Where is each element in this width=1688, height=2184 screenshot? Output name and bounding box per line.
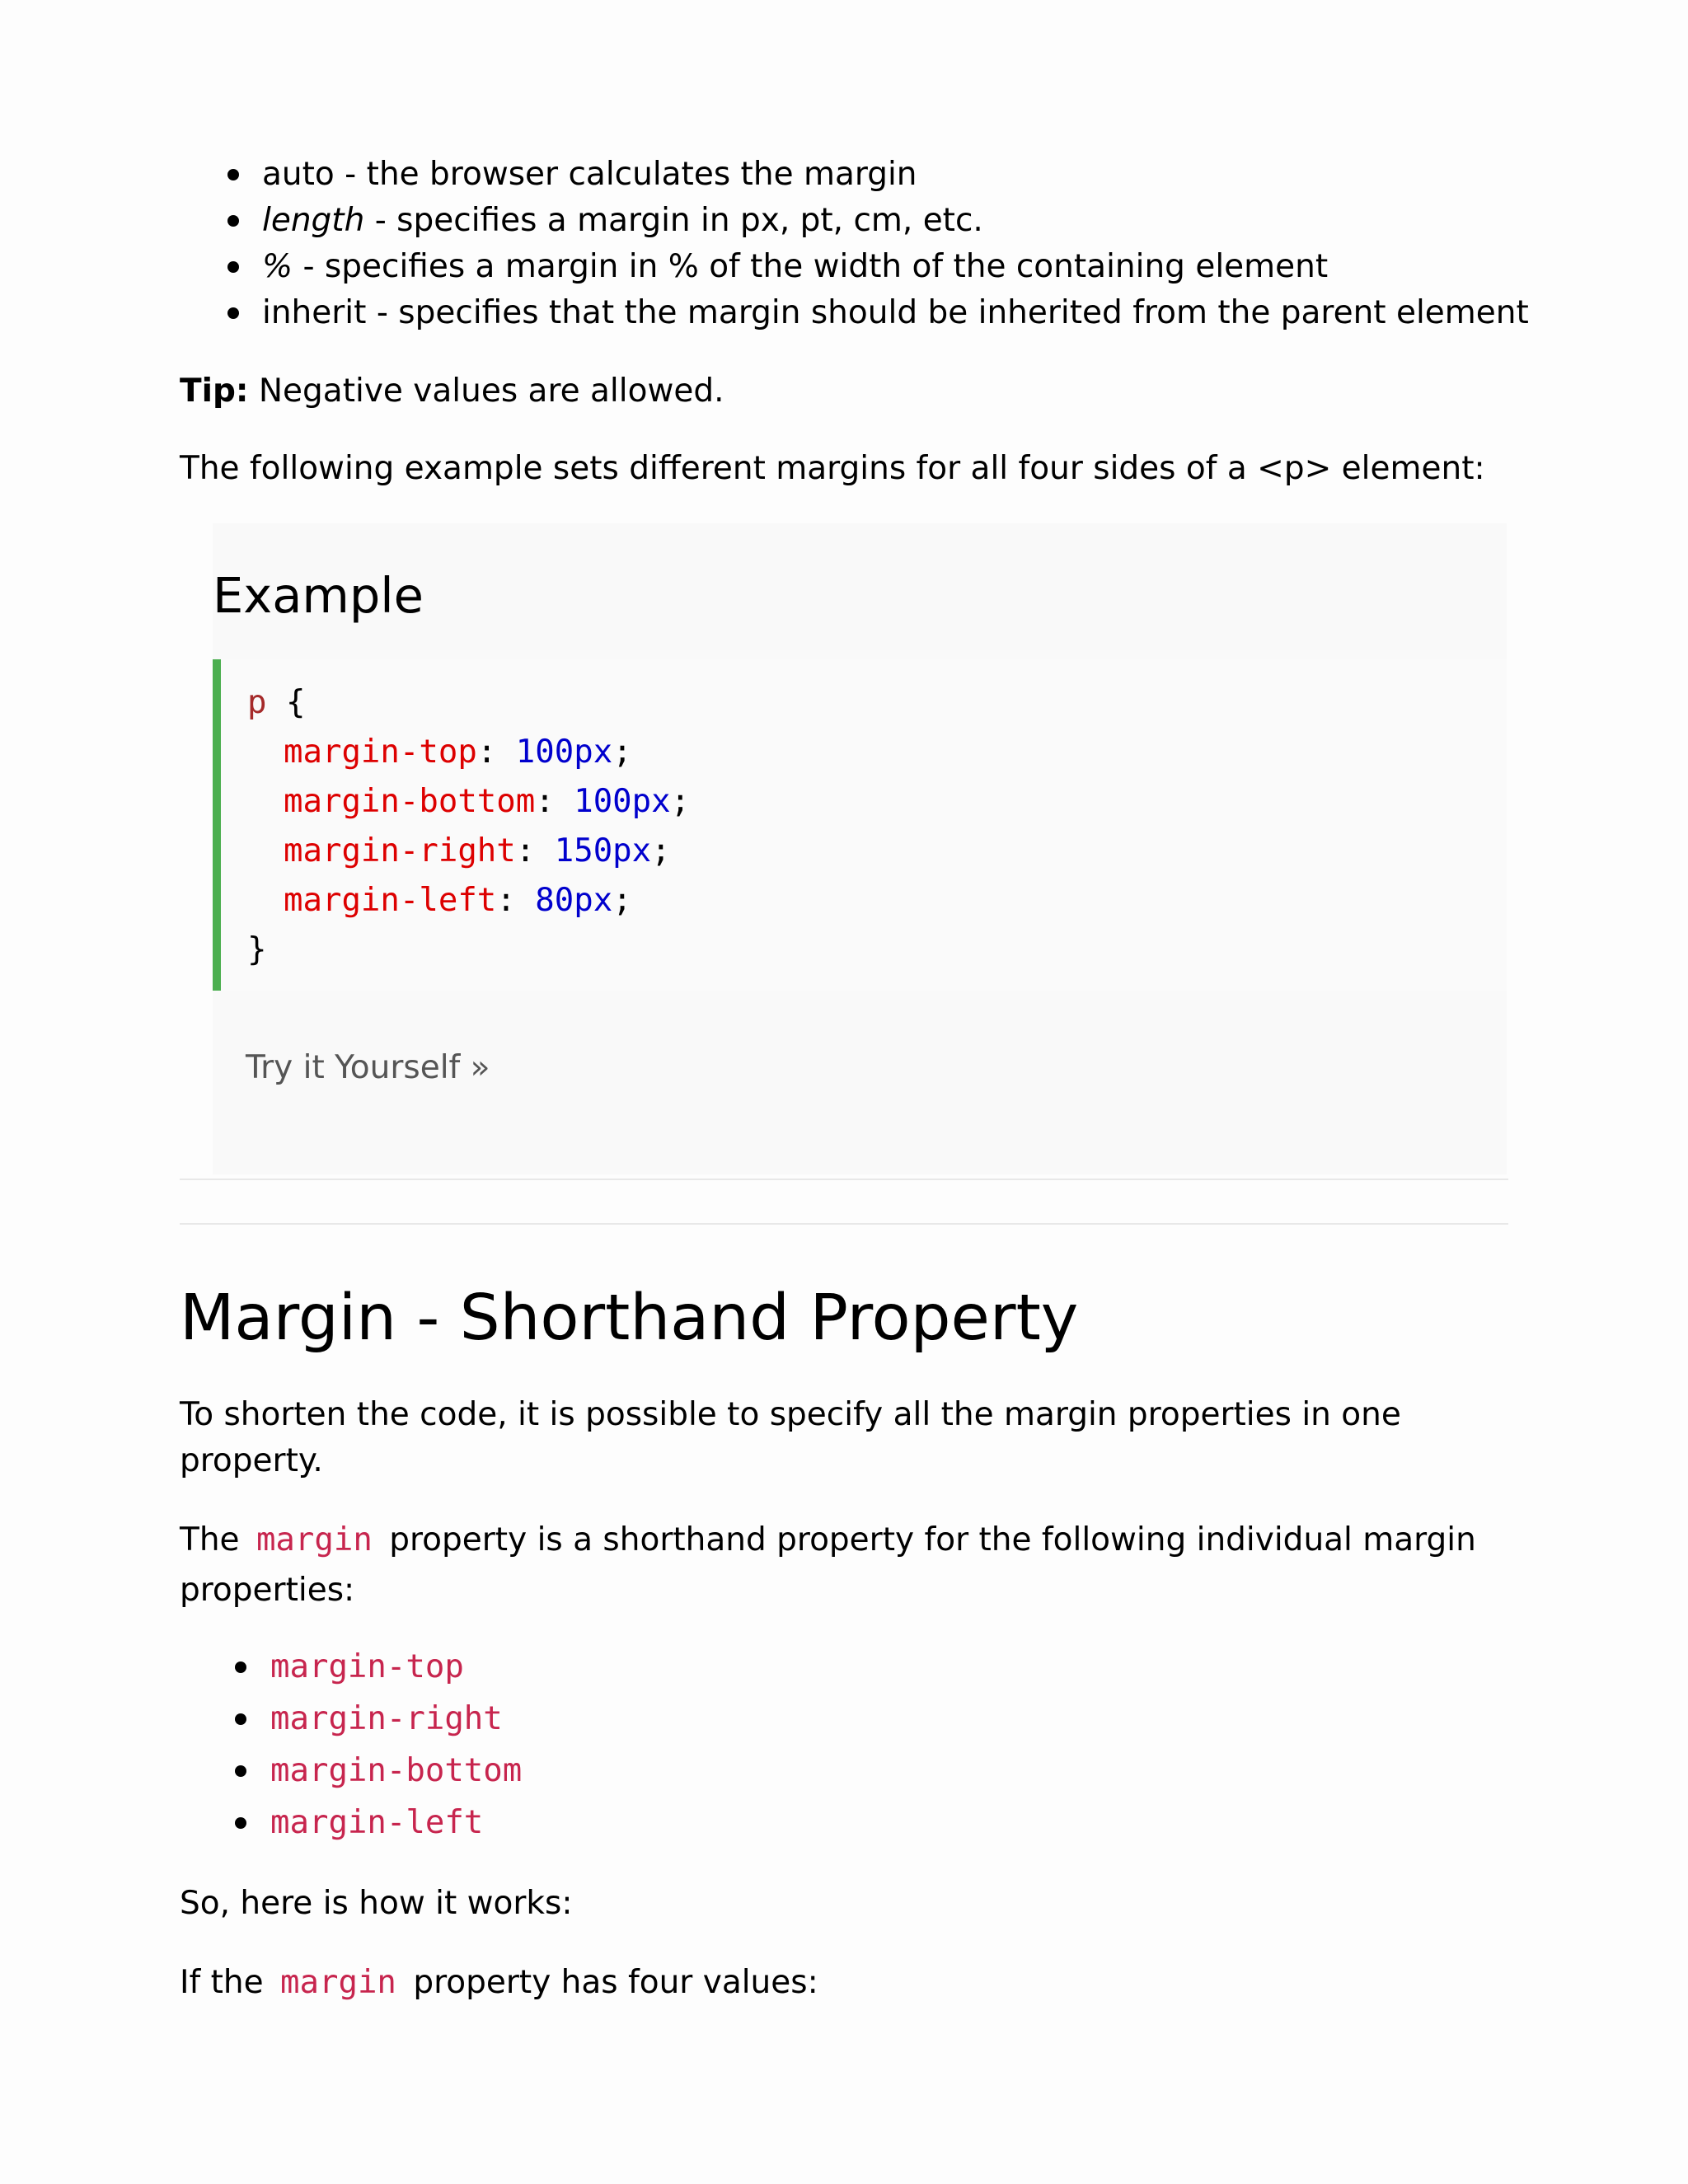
- term: %: [262, 248, 293, 285]
- tip-paragraph: [180, 373, 724, 410]
- code-line: margin-left: 80px;: [284, 882, 632, 919]
- text: property has four values:: [402, 1964, 818, 2001]
- css-property: margin-bottom: [284, 783, 536, 820]
- list-item: [262, 204, 983, 237]
- list-item: margin-right: [270, 1700, 503, 1737]
- paragraph-line: [180, 1521, 1476, 1558]
- term: auto: [262, 156, 335, 193]
- list-item: [262, 156, 917, 193]
- paragraph-line: [180, 1966, 818, 1999]
- paragraph-line: property.: [180, 1442, 323, 1479]
- list-item: margin-top: [270, 1648, 464, 1685]
- example-heading: Example: [213, 567, 424, 624]
- bullet: [227, 169, 239, 180]
- divider: [180, 1179, 1508, 1180]
- text: The: [180, 1521, 250, 1558]
- bullet: [227, 307, 239, 319]
- term-desc: - specifies that the margin should be inherited from the parent element: [366, 294, 1529, 331]
- list-item: [262, 248, 1329, 285]
- bullet: [235, 1817, 246, 1829]
- code-block: [213, 659, 1507, 991]
- term: inherit: [262, 294, 367, 331]
- inline-code: margin: [280, 1964, 396, 2001]
- term-desc: - the browser calculates the margin: [334, 156, 917, 193]
- open-brace: {: [266, 684, 306, 721]
- bullet: [227, 215, 239, 227]
- css-value: 150px: [554, 832, 652, 869]
- list-item: margin-left: [270, 1804, 484, 1841]
- section-heading: Margin - Shorthand Property: [180, 1282, 1079, 1355]
- close-brace: }: [247, 931, 267, 968]
- try-it-yourself-button[interactable]: Try it Yourself »: [246, 1049, 490, 1086]
- code-line: margin-top: 100px;: [284, 733, 632, 771]
- list-item: [262, 294, 1529, 331]
- css-selector: p: [247, 684, 267, 721]
- css-value: 100px: [574, 783, 671, 820]
- list-item: margin-bottom: [270, 1752, 523, 1789]
- tip-label: Tip:: [180, 373, 249, 410]
- paragraph-line: properties:: [180, 1572, 355, 1609]
- term: length: [262, 202, 365, 239]
- css-property: margin-left: [284, 882, 497, 919]
- tip-text: Negative values are allowed.: [248, 373, 724, 410]
- bullet: [227, 261, 239, 273]
- paragraph-line: To shorten the code, it is possible to specify all the margin properties in one: [180, 1396, 1401, 1433]
- css-value: 80px: [535, 882, 613, 919]
- bullet: [235, 1713, 246, 1725]
- code-line: margin-bottom: 100px;: [284, 783, 691, 820]
- code-line-selector: [247, 684, 305, 721]
- css-property: margin-top: [284, 733, 477, 771]
- code-line: margin-right: 150px;: [284, 832, 671, 869]
- bullet: [235, 1661, 246, 1673]
- term-desc: - specifies a margin in % of the width of the containing element: [293, 248, 1329, 285]
- text: property is a shorthand property for the following individual margin: [378, 1521, 1476, 1558]
- intro-paragraph: The following example sets different margins for all four sides of a <p> element:: [180, 450, 1485, 487]
- bullet: [235, 1765, 246, 1777]
- term-desc: - specifies a margin in px, pt, cm, etc.: [364, 202, 983, 239]
- paragraph-line: So, here is how it works:: [180, 1885, 573, 1922]
- divider: [180, 1223, 1508, 1225]
- text: If the: [180, 1964, 274, 2001]
- css-property: margin-right: [284, 832, 516, 869]
- inline-code: margin: [256, 1521, 373, 1558]
- css-value: 100px: [515, 733, 613, 771]
